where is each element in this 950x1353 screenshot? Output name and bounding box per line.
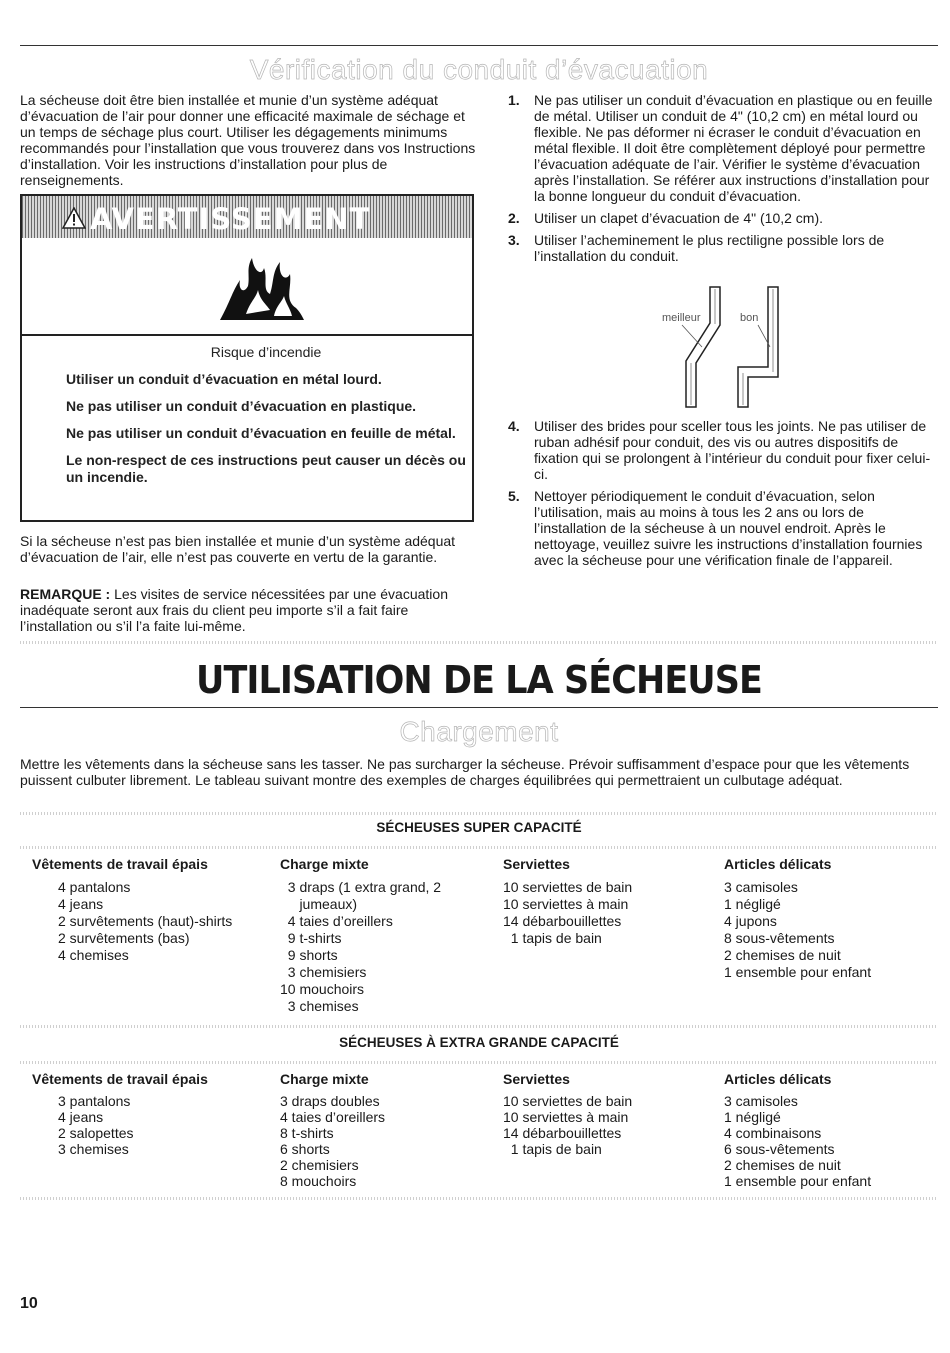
table2-header-rule bbox=[20, 1061, 938, 1064]
list-item: 3. Utiliser l’acheminement le plus rectiligne possible lors de l’installation du conduit. bbox=[508, 232, 885, 264]
table-cell: 1 négligé bbox=[724, 1109, 781, 1125]
list-item: 5. Nettoyer périodiquement le conduit d’évacuation, selon l’utilisation, mais au moins à tous les 2 ans ou lors de l’installation de la sécheuse à un nouvel endroit. Après le nettoyage, veuillez suivre les instructions d’installation fournies avec la sécheuse pour une vérification finale de l’appareil. bbox=[508, 488, 923, 568]
warning-risk: Risque d’incendie bbox=[210, 344, 322, 360]
table2-col-towels bbox=[503, 1071, 713, 1157]
steps-list-2 bbox=[508, 418, 936, 574]
warning-title-text: AVERTISSEMENT bbox=[90, 202, 371, 236]
column-header: Serviettes bbox=[503, 1071, 570, 1087]
table-cell: 10 serviettes à main bbox=[503, 896, 629, 912]
warning-line-4: Le non-respect de ces instructions peut causer un décès ou un incendie. bbox=[66, 452, 466, 485]
table-cell: 4 combinaisons bbox=[724, 1125, 822, 1141]
fire-icon bbox=[212, 250, 308, 322]
warning-box bbox=[20, 194, 474, 522]
table-cell: 4 taies d’oreillers bbox=[280, 1109, 386, 1125]
table-cell: 3 pantalons bbox=[58, 1093, 131, 1109]
warning-header bbox=[22, 196, 472, 238]
warning-text bbox=[66, 344, 466, 496]
main-title: UTILISATION DE LA SÉCHEUSE bbox=[195, 658, 763, 702]
table-cell: 9 t-shirts bbox=[280, 930, 342, 946]
table2-top-rule bbox=[20, 1025, 938, 1028]
table-cell: 10 serviettes de bain bbox=[503, 879, 633, 895]
table-cell: 2 chemises de nuit bbox=[724, 947, 841, 963]
warning-line-2: Ne pas utiliser un conduit d’évacuation en plastique. bbox=[66, 398, 417, 414]
table-cell: 4 jupons bbox=[724, 913, 777, 929]
table-cell: 1 ensemble pour enfant bbox=[724, 964, 872, 980]
top-rule bbox=[20, 45, 938, 46]
remark-paragraph bbox=[20, 586, 476, 634]
table-cell: 4 pantalons bbox=[58, 879, 131, 895]
table2-title: SÉCHEUSES À EXTRA GRANDE CAPACITÉ bbox=[339, 1035, 619, 1050]
list-item: 2. Utiliser un clapet d’évacuation de 4" (10,2 cm). bbox=[508, 210, 824, 226]
table2-bottom-rule bbox=[20, 1197, 938, 1200]
table-cell: 3 draps (1 extra grand, 2 bbox=[280, 879, 442, 895]
table-cell: 4 chemises bbox=[58, 947, 129, 963]
table-cell: 1 ensemble pour enfant bbox=[724, 1173, 872, 1189]
table2-col-workwear bbox=[32, 1071, 262, 1157]
diagram-label-best: meilleur bbox=[662, 312, 701, 324]
table1-title: SÉCHEUSES SUPER CAPACITÉ bbox=[376, 820, 582, 835]
list-item: 1. Ne pas utiliser un conduit d’évacuation en plastique ou en feuille de métal. Utiliser un conduit de 4" (10,2 cm) en métal lourd ou flexible. Ne pas déformer ni écraser le conduit d’évacuation en métal flexible. Il doit être complètement déployé pour permettre l’évacuation adéquate de l’air. Vérifier le système d’évacuation après l’installation. Se référer aux instructions d’installation pour la bonne longueur du conduit d’évacuation. bbox=[508, 92, 933, 204]
chargement-rule bbox=[20, 707, 938, 708]
section-title-exhaust-check: Vérification du conduit d’évacuation bbox=[249, 54, 709, 85]
column-header: Articles délicats bbox=[724, 1071, 832, 1087]
table-cell: 1 tapis de bain bbox=[503, 930, 602, 946]
warning-line-1: Utiliser un conduit d’évacuation en métal lourd. bbox=[66, 371, 382, 387]
table1-col-workwear bbox=[32, 856, 262, 964]
table-cell: 3 camisoles bbox=[724, 1093, 798, 1109]
table1-top-rule bbox=[20, 812, 938, 815]
table-cell: 1 négligé bbox=[724, 896, 781, 912]
table-cell: 3 camisoles bbox=[724, 879, 798, 895]
table-cell: 8 t-shirts bbox=[280, 1125, 334, 1141]
table-cell: 6 sous-vêtements bbox=[724, 1141, 835, 1157]
table-cell: 2 survêtements (bas) bbox=[58, 930, 190, 946]
table-cell: 10 serviettes de bain bbox=[503, 1093, 633, 1109]
table-cell: 3 chemises bbox=[58, 1141, 129, 1157]
table-cell: 2 chemises de nuit bbox=[724, 1157, 841, 1173]
column-header: Charge mixte bbox=[280, 856, 369, 872]
column-header: Charge mixte bbox=[280, 1071, 369, 1087]
remark-text: Les visites de service nécessitées par une évacuation inadéquate seront aux frais du client peu importe s’il a fait faire l’installation ou s’il l’a faite lui-même. bbox=[20, 586, 448, 634]
steps-list-1 bbox=[508, 92, 936, 270]
duct-diagram bbox=[640, 285, 800, 415]
table-cell: jumeaux) bbox=[280, 896, 358, 912]
diagram-label-good: bon bbox=[740, 312, 759, 324]
section-title-loading: Chargement bbox=[399, 716, 559, 747]
table-cell: 9 shorts bbox=[280, 947, 338, 963]
table-cell: 14 débarbouillettes bbox=[503, 1125, 622, 1141]
warning-image-area bbox=[22, 238, 472, 336]
table-cell: 6 shorts bbox=[280, 1141, 330, 1157]
separator bbox=[20, 641, 938, 644]
column-header: Vêtements de travail épais bbox=[32, 1071, 208, 1087]
loading-paragraph: Mettre les vêtements dans la sécheuse sans les tasser. Ne pas surcharger la sécheuse. Prévoir suffisamment d’espace pour que les vêtements puissent culbuter librement. Le tableau suivant montre des exemples de charges équilibrées qui permettraient un culbutage adéquat. bbox=[20, 756, 910, 788]
warning-triangle-icon bbox=[62, 202, 86, 236]
table-cell: 8 mouchoirs bbox=[280, 1173, 357, 1189]
table-cell: 4 taies d’oreillers bbox=[280, 913, 393, 929]
remark-label: REMARQUE : bbox=[20, 586, 111, 602]
table2-col-mixed bbox=[280, 1071, 490, 1189]
table-cell: 3 chemisiers bbox=[280, 964, 367, 980]
table1-col-mixed bbox=[280, 856, 490, 1015]
table-cell: 3 draps doubles bbox=[280, 1093, 380, 1109]
table-cell: 3 chemises bbox=[280, 998, 359, 1014]
table-cell: 10 mouchoirs bbox=[280, 981, 365, 997]
table-cell: 1 tapis de bain bbox=[503, 1141, 602, 1157]
column-header: Serviettes bbox=[503, 856, 570, 872]
warranty-paragraph: Si la sécheuse n’est pas bien installée et munie d’un système adéquat d’évacuation de l’air, elle n’est pas couverte en vertu de la garantie. bbox=[20, 533, 456, 565]
table-cell: 10 serviettes à main bbox=[503, 1109, 629, 1125]
table-cell: 2 salopettes bbox=[58, 1125, 134, 1141]
warning-title bbox=[62, 202, 370, 236]
table2-col-delicates bbox=[724, 1071, 936, 1189]
column-header: Articles délicats bbox=[724, 856, 832, 872]
table-cell: 4 jeans bbox=[58, 896, 104, 912]
warning-line-3: Ne pas utiliser un conduit d’évacuation en feuille de métal. bbox=[66, 425, 456, 441]
page-number: 10 bbox=[20, 1295, 38, 1312]
table-cell: 2 survêtements (haut)-shirts bbox=[58, 913, 233, 929]
table-cell: 14 débarbouillettes bbox=[503, 913, 622, 929]
intro-paragraph: La sécheuse doit être bien installée et munie d’un système adéquat d’évacuation de l’air pour donner une efficacité maximale de séchage et un temps de séchage plus court. Utiliser les dégagements minimums recommandés pour l’installation que vous trouverez dans vos Instructions d’installation. Voir les instructions d’installation pour plus de renseignements. bbox=[20, 92, 476, 188]
table1-header-rule bbox=[20, 846, 938, 849]
table-cell: 2 chemisiers bbox=[280, 1157, 359, 1173]
table1-col-delicates bbox=[724, 856, 936, 981]
table-cell: 4 jeans bbox=[58, 1109, 104, 1125]
table-cell: 8 sous-vêtements bbox=[724, 930, 835, 946]
list-item: 4. Utiliser des brides pour sceller tous les joints. Ne pas utiliser de ruban adhésif pour conduit, des vis ou autres dispositifs de fixation qui se prolongent à l’intérieur du conduit pour fixer celui-ci. bbox=[508, 418, 931, 482]
column-header: Vêtements de travail épais bbox=[32, 856, 208, 872]
table1-col-towels bbox=[503, 856, 713, 947]
